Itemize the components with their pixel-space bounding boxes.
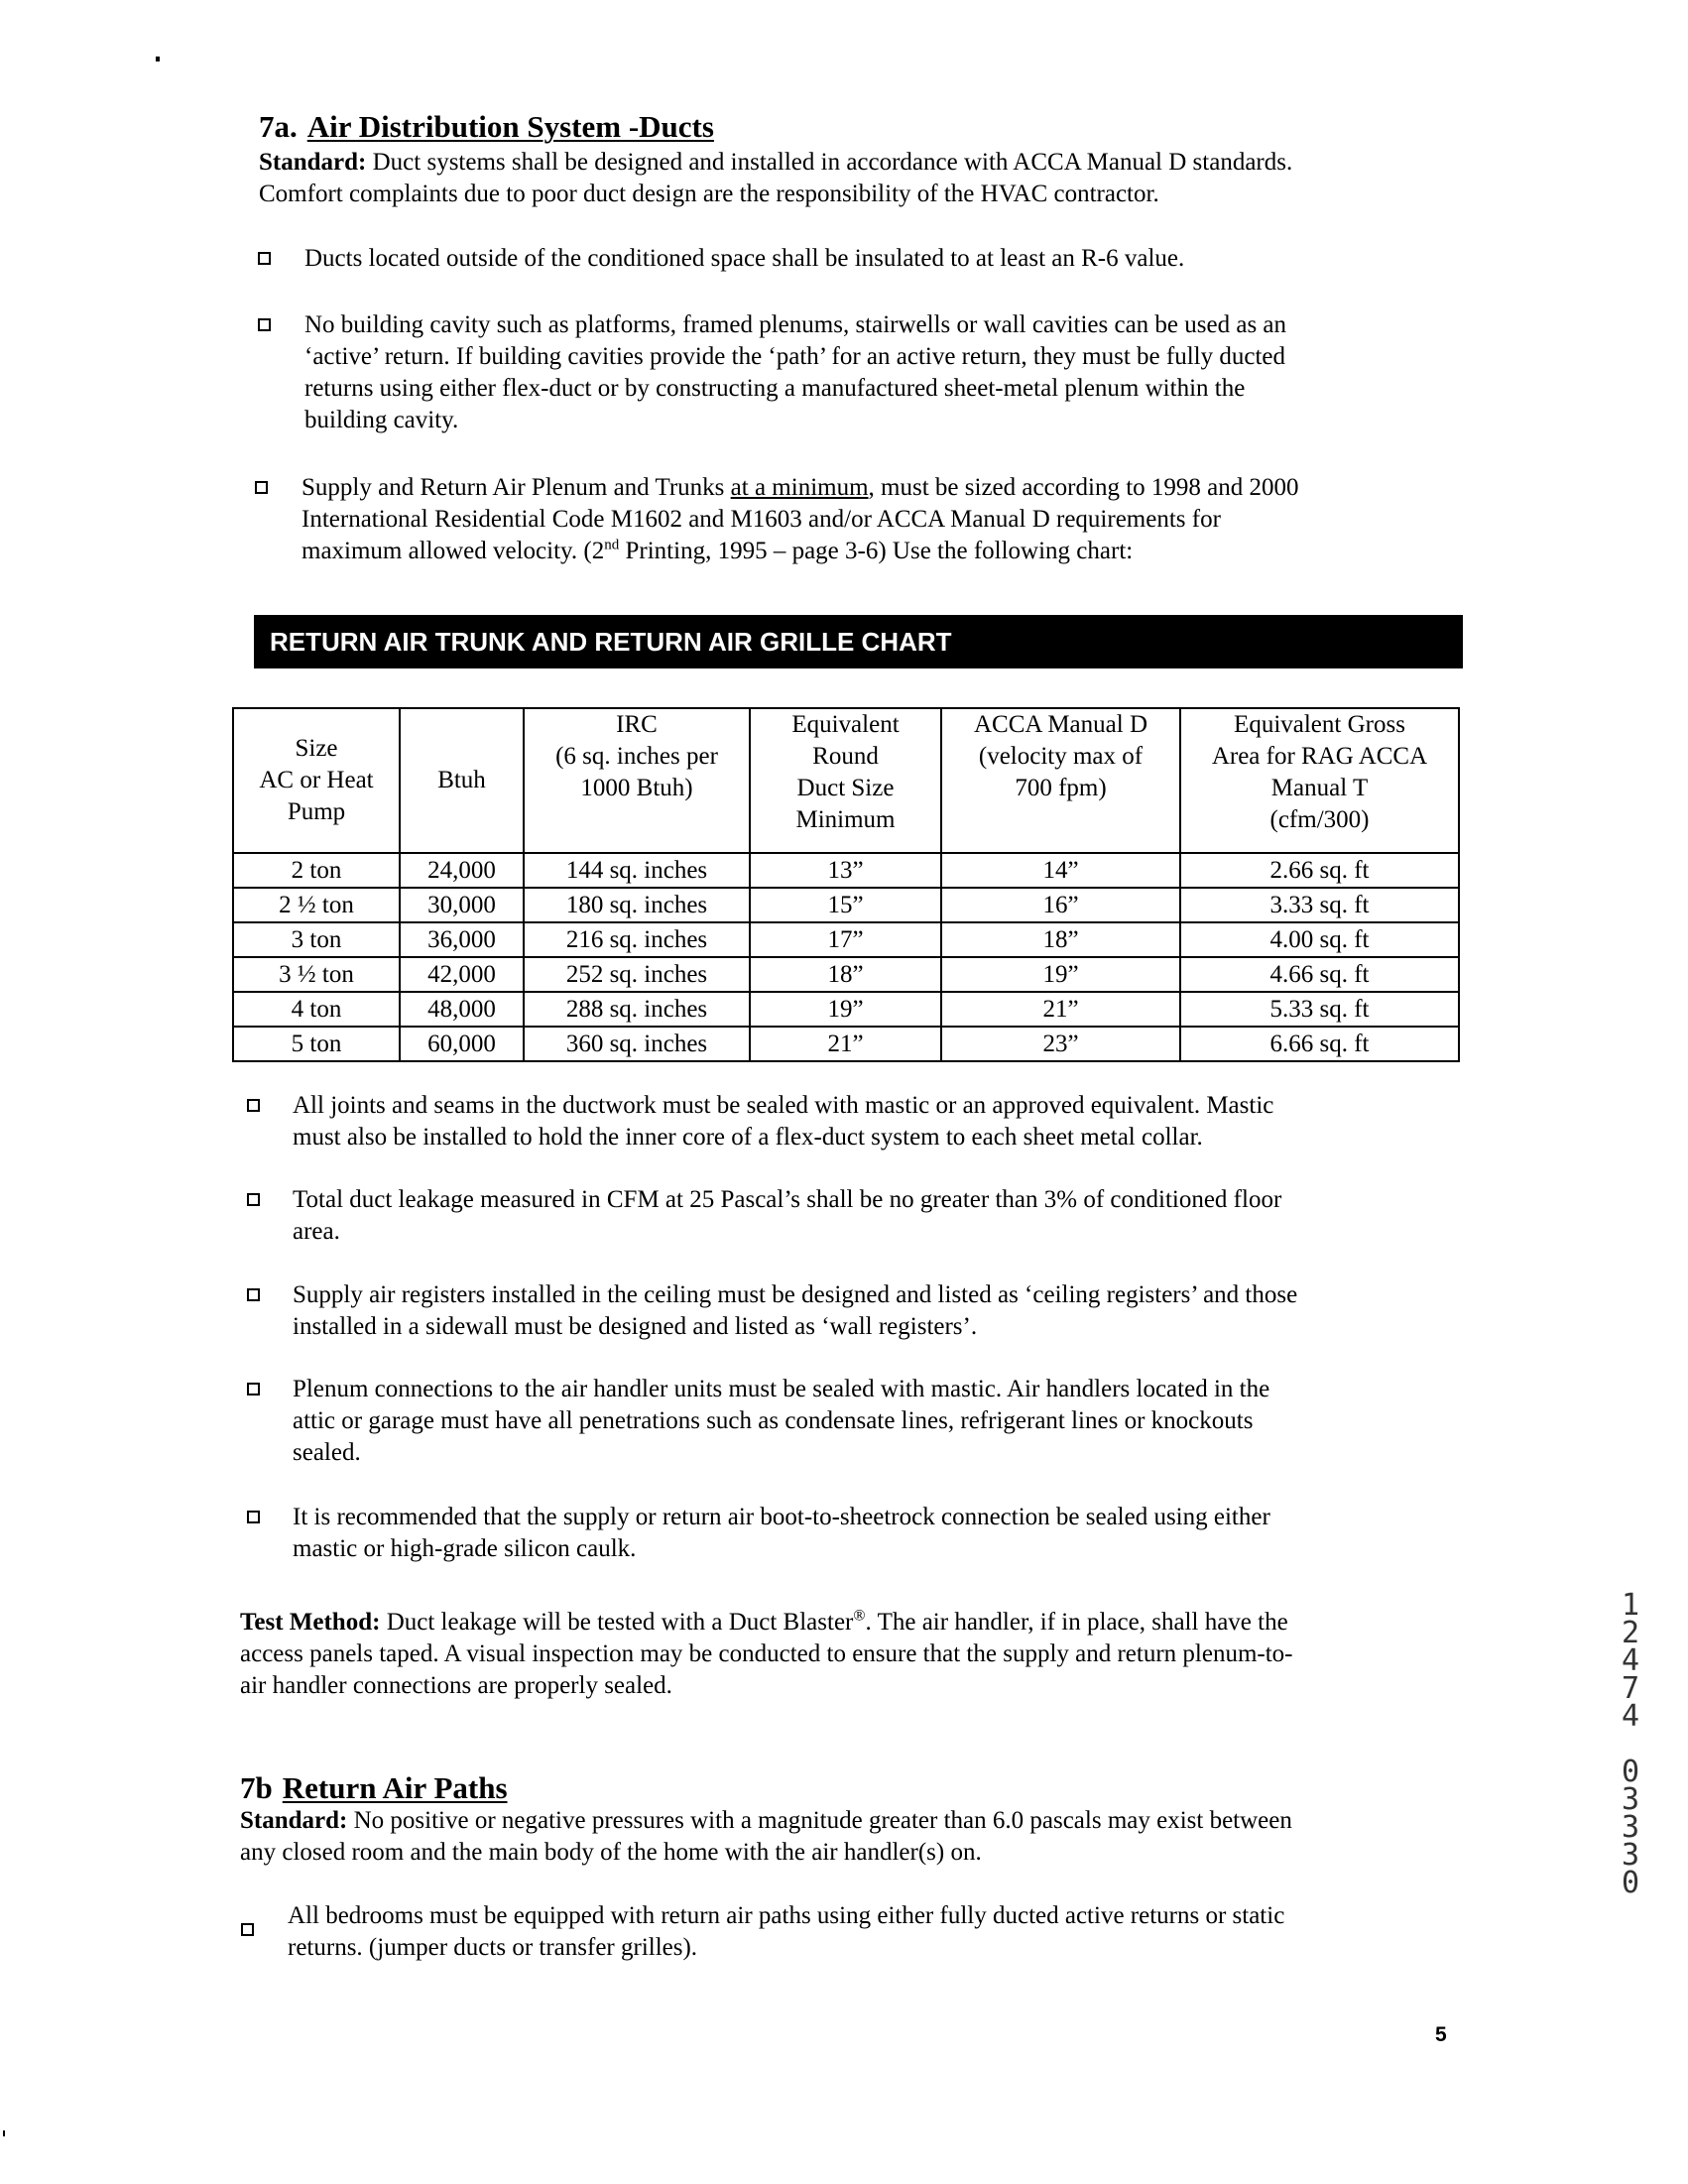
cell-acca: 18” [941, 922, 1180, 957]
bullet-line: International Residential Code M1602 and M1603 and/or ACCA Manual D requirements for [301, 506, 1221, 533]
header-btuh: Btuh [400, 708, 524, 853]
cell-round-duct: 19” [750, 992, 941, 1027]
bullet-line: Printing, 1995 – page 3-6) Use the following chart: [619, 538, 1134, 564]
return-air-chart-table [232, 707, 1460, 1062]
chart-banner: RETURN AIR TRUNK AND RETURN AIR GRILLE CHART [254, 615, 1463, 668]
bullet-line: No building cavity such as platforms, framed plenums, stairwells or wall cavities can be used as an [304, 311, 1287, 338]
cell-size: 2 ton [233, 853, 400, 888]
cell-round-duct: 13” [750, 853, 941, 888]
bullet-line: installed in a sidewall must be designed and listed as ‘wall registers’. [293, 1313, 978, 1340]
bullet-plenum-connections [293, 1374, 1483, 1469]
bullet-line: must also be installed to hold the inner core of a flex-duct system to each sheet metal collar. [293, 1124, 1203, 1151]
test-method-text: . The air handler, if in place, shall have the [865, 1609, 1288, 1636]
cell-btuh: 48,000 [400, 992, 524, 1027]
page-number: 5 [1435, 2023, 1447, 2046]
bullet-insulation [304, 243, 1495, 275]
bullet-line: returns using either flex-duct or by constructing a manufactured sheet-metal plenum within the [304, 375, 1246, 402]
registered-mark: ® [853, 1607, 866, 1625]
header-gross-area: Equivalent Gross Area for RAG ACCA Manual T (cfm/300) [1180, 708, 1459, 853]
table-row [233, 922, 1459, 957]
side-code-char: 3 [1621, 1838, 1640, 1873]
bullet-line: Plenum connections to the air handler units must be sealed with mastic. Air handlers located in the [293, 1376, 1270, 1402]
cell-btuh: 36,000 [400, 922, 524, 957]
cell-btuh: 42,000 [400, 957, 524, 992]
checkbox-icon [255, 481, 268, 494]
bullet-duct-leakage [293, 1184, 1483, 1248]
side-code-char: 4 [1621, 1643, 1640, 1678]
section-7a-number: 7a. [259, 109, 298, 144]
bullet-line: All bedrooms must be equipped with return air paths using either fully ducted active returns or static [288, 1902, 1285, 1929]
cell-acca: 23” [941, 1027, 1180, 1061]
side-code-char: 7 [1621, 1671, 1640, 1706]
cell-gross-area: 4.66 sq. ft [1180, 957, 1459, 992]
cell-gross-area: 4.00 sq. ft [1180, 922, 1459, 957]
table-row [233, 853, 1459, 888]
cell-acca: 21” [941, 992, 1180, 1027]
bullet-line: All joints and seams in the ductwork must be sealed with mastic or an approved equivalent. Mastic [293, 1092, 1274, 1119]
side-code-char: 2 [1621, 1616, 1640, 1650]
table-header-row [233, 708, 1459, 853]
test-method [240, 1607, 1529, 1702]
cell-gross-area: 3.33 sq. ft [1180, 888, 1459, 922]
cell-irc: 144 sq. inches [524, 853, 750, 888]
cell-acca: 16” [941, 888, 1180, 922]
cell-round-duct: 21” [750, 1027, 941, 1061]
standard-text-line1: Duct systems shall be designed and installed in accordance with ACCA Manual D standards. [366, 149, 1293, 176]
checkbox-icon [247, 1288, 260, 1301]
bullet-line: Ducts located outside of the conditioned space shall be insulated to at least an R-6 value. [304, 245, 1185, 272]
bullet-building-cavity [304, 309, 1495, 436]
cell-gross-area: 6.66 sq. ft [1180, 1027, 1459, 1061]
superscript: nd [604, 537, 620, 553]
test-method-text: air handler connections are properly sealed. [240, 1672, 672, 1699]
test-method-label: Test Method: [240, 1609, 381, 1636]
section-7a-standard [259, 147, 1548, 210]
section-7a-title: Air Distribution System -Ducts [306, 109, 714, 144]
side-code-char: 1 [1621, 1588, 1640, 1623]
checkbox-icon [247, 1193, 260, 1206]
standard-text-line2: Comfort complaints due to poor duct design are the responsibility of the HVAC contractor. [259, 181, 1159, 207]
table-row [233, 1027, 1459, 1061]
bullet-joints-seams [293, 1090, 1483, 1153]
bullet-supply-registers [293, 1279, 1483, 1343]
side-code-char: 3 [1621, 1810, 1640, 1845]
scan-speck [156, 57, 160, 61]
section-7b-standard [240, 1805, 1529, 1869]
checkbox-icon [258, 318, 271, 331]
cell-irc: 252 sq. inches [524, 957, 750, 992]
standard-label: Standard: [259, 149, 367, 176]
table-row [233, 992, 1459, 1027]
cell-size: 3 ½ ton [233, 957, 400, 992]
checkbox-icon [258, 252, 271, 265]
side-code [1619, 1588, 1642, 1900]
bullet-line: Supply air registers installed in the ceiling must be designed and listed as ‘ceiling registers’ and those [293, 1281, 1298, 1308]
section-7b-title: Return Air Paths [282, 1770, 508, 1805]
bullet-line: building cavity. [304, 407, 459, 433]
bullet-line: sealed. [293, 1439, 361, 1466]
bullet-line: returns. (jumper ducts or transfer grilles). [288, 1934, 698, 1961]
bullet-plenum-sizing [301, 472, 1492, 567]
bullet-line: mastic or high-grade silicon caulk. [293, 1535, 637, 1562]
cell-btuh: 24,000 [400, 853, 524, 888]
bullet-boot-connection [293, 1502, 1483, 1565]
table-row [233, 888, 1459, 922]
section-7b-number: 7b [240, 1770, 273, 1805]
underlined-text: at a minimum [730, 474, 869, 501]
cell-acca: 19” [941, 957, 1180, 992]
bullet-line: maximum allowed velocity. (2 [301, 538, 605, 564]
cell-btuh: 60,000 [400, 1027, 524, 1061]
standard-text: any closed room and the main body of the home with the air handler(s) on. [240, 1839, 982, 1866]
side-code-char: 0 [1621, 1866, 1640, 1900]
standard-label: Standard: [240, 1807, 348, 1834]
side-code-char: 4 [1621, 1699, 1640, 1734]
cell-round-duct: 18” [750, 957, 941, 992]
side-code-char: 3 [1621, 1782, 1640, 1817]
bullet-bedroom-returns [288, 1900, 1478, 1964]
test-method-text: access panels taped. A visual inspection may be conducted to ensure that the supply and return plenum-to- [240, 1640, 1293, 1667]
section-7b-heading [240, 1770, 508, 1806]
bullet-line: Total duct leakage measured in CFM at 25 Pascal’s shall be no greater than 3% of conditioned floor [293, 1186, 1282, 1213]
standard-text: No positive or negative pressures with a magnitude greater than 6.0 pascals may exist between [347, 1807, 1292, 1834]
cell-irc: 216 sq. inches [524, 922, 750, 957]
cell-round-duct: 17” [750, 922, 941, 957]
checkbox-icon [247, 1099, 260, 1112]
cell-irc: 288 sq. inches [524, 992, 750, 1027]
section-7a-heading [259, 109, 714, 145]
cell-size: 2 ½ ton [233, 888, 400, 922]
cell-size: 4 ton [233, 992, 400, 1027]
cell-irc: 180 sq. inches [524, 888, 750, 922]
cell-gross-area: 2.66 sq. ft [1180, 853, 1459, 888]
cell-round-duct: 15” [750, 888, 941, 922]
side-code-char: 0 [1621, 1755, 1640, 1789]
cell-btuh: 30,000 [400, 888, 524, 922]
scan-speck [3, 2130, 5, 2136]
bullet-line: Supply and Return Air Plenum and Trunks [301, 474, 731, 501]
checkbox-icon [247, 1511, 260, 1523]
cell-gross-area: 5.33 sq. ft [1180, 992, 1459, 1027]
test-method-text: Duct leakage will be tested with a Duct Blaster [380, 1609, 854, 1636]
table-row [233, 957, 1459, 992]
checkbox-icon [247, 1383, 260, 1395]
cell-size: 3 ton [233, 922, 400, 957]
bullet-line: attic or garage must have all penetrations such as condensate lines, refrigerant lines or knockouts [293, 1407, 1254, 1434]
header-size: Size AC or Heat Pump [233, 708, 400, 853]
header-acca-manual-d: ACCA Manual D (velocity max of 700 fpm) [941, 708, 1180, 853]
header-round-duct: Equivalent Round Duct Size Minimum [750, 708, 941, 853]
header-irc: IRC (6 sq. inches per 1000 Btuh) [524, 708, 750, 853]
cell-acca: 14” [941, 853, 1180, 888]
bullet-line: It is recommended that the supply or return air boot-to-sheetrock connection be sealed using either [293, 1504, 1270, 1530]
bullet-line: , must be sized according to 1998 and 2000 [868, 474, 1299, 501]
cell-irc: 360 sq. inches [524, 1027, 750, 1061]
cell-size: 5 ton [233, 1027, 400, 1061]
bullet-line: area. [293, 1218, 340, 1245]
bullet-line: ‘active’ return. If building cavities provide the ‘path’ for an active return, they must be fully ducted [304, 343, 1285, 370]
checkbox-icon [241, 1923, 254, 1936]
